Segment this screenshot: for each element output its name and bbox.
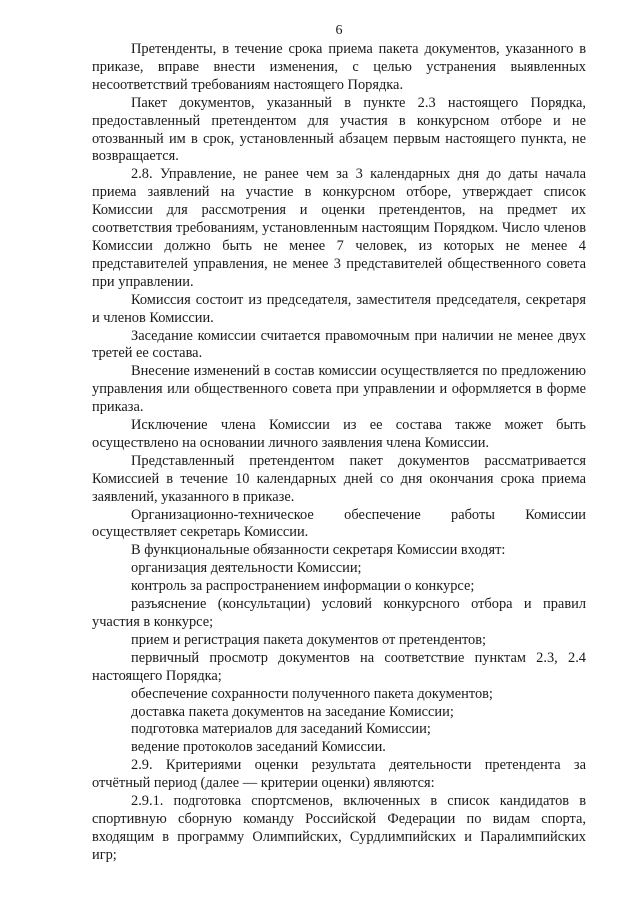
list-item-1: организация деятельности Комиссии; bbox=[131, 560, 362, 577]
paragraph-1: Претенденты, в течение срока приема пакета документов, указанного в приказе, вправе внести изменения, с целью устранения выявленных несоответствий требованиям настоящего Порядка. bbox=[92, 41, 586, 93]
paragraph-8: Представленный претендентом пакет документов рассматривается Комиссией в течение 10 календарных дней со дня окончания срока приема заявлений, указанного в приказе. bbox=[92, 452, 586, 505]
paragraph-7: Исключение члена Комиссии из ее состава также может быть осуществлено на основании личного заявления члена Комиссии. bbox=[92, 417, 586, 451]
paragraph-9: Организационно-техническое обеспечение работы Комиссии осуществляет секретарь Комиссии. bbox=[92, 506, 586, 541]
paragraph-3: 2.8. Управление, не ранее чем за 3 календарных дня до даты начала приема заявлений на участие в конкурсном отборе, утверждает список Комиссии для рассмотрения и оценки претендентов, на предмет их соответствия требованиям, установленным настоящим Порядком. Число членов Комиссии должно быть не менее 7 человек, из которых не менее 4 представителей управления, не менее 3 представителей общественного совета при управлении. bbox=[92, 166, 586, 290]
paragraph-5: Заседание комиссии считается правомочным при наличии не менее двух третей ее состава. bbox=[92, 327, 586, 362]
paragraph-4: Комиссия состоит из председателя, заместителя председателя, секретаря и членов Комиссии. bbox=[92, 291, 586, 326]
list-item-7: доставка пакета документов на заседание Комиссии; bbox=[131, 703, 454, 720]
list-item-6: обеспечение сохранности полученного пакета документов; bbox=[131, 685, 493, 702]
list-item-3: разъяснение (консультации) условий конкурсного отбора и правил участия в конкурсе; bbox=[92, 596, 586, 630]
list-item-4: прием и регистрация пакета документов от претендентов; bbox=[131, 631, 487, 648]
paragraph-11: 2.9. Критериями оценки результата деятельности претендента за отчётный период (далее — критерии оценки) являются: bbox=[92, 757, 586, 792]
list-item-8: подготовка материалов для заседаний Комиссии; bbox=[131, 721, 431, 738]
paragraph-2: Пакет документов, указанный в пункте 2.3 настоящего Порядка, предоставленный претендентом для участия в конкурсном отборе и не отозванный им в срок, установленный абзацем первым настоящего пункта, не возвращается. bbox=[92, 94, 586, 165]
list-item-5: первичный просмотр документов на соответствие пунктам 2.3, 2.4 настоящего Порядка; bbox=[92, 649, 586, 684]
paragraph-12: 2.9.1. подготовка спортсменов, включенных в список кандидатов в спортивную сборную команду Российской Федерации по видам спорта, входящим в программу Олимпийских, Сурдлимпийских и Паралимпийских игр; bbox=[92, 793, 586, 863]
list-item-9: ведение протоколов заседаний Комиссии. bbox=[131, 739, 386, 756]
page-number: 6 bbox=[335, 23, 343, 38]
paragraph-6: Внесение изменений в состав комиссии осуществляется по предложению управления или общественного совета при управлении и оформляется в форме приказа. bbox=[92, 363, 586, 416]
document-body bbox=[92, 41, 586, 865]
paragraph-10: В функциональные обязанности секретаря Комиссии входят: bbox=[131, 542, 506, 559]
list-item-2: контроль за распространением информации о конкурсе; bbox=[131, 578, 475, 595]
